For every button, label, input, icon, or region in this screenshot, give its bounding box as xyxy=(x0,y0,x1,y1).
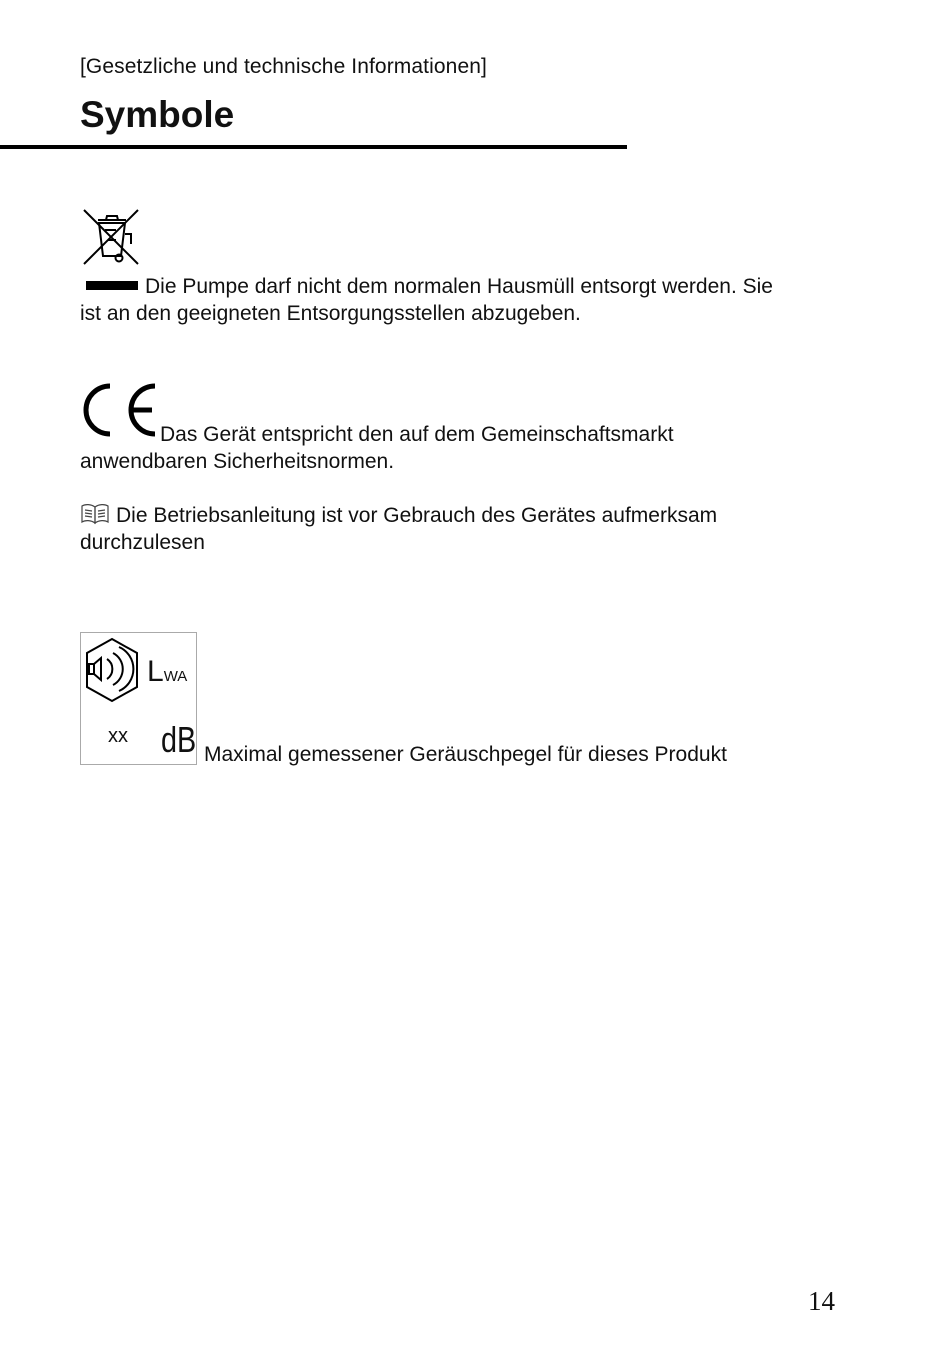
weee-text-line2: ist an den geeigneten Entsorgungsstellen abzugeben. xyxy=(80,302,581,325)
ce-text-line2: anwendbaren Sicherheitsnormen. xyxy=(80,450,395,473)
weee-crossed-bin-icon xyxy=(80,206,142,268)
manual-text-line2: durchzulesen xyxy=(80,531,205,554)
noise-text: Maximal gemessener Geräuschpegel für dieses Produkt xyxy=(204,743,727,766)
title-underline xyxy=(0,145,627,149)
book-icon xyxy=(80,503,110,525)
breadcrumb: [Gesetzliche und technische Informationen] xyxy=(80,55,487,78)
manual-paragraph xyxy=(80,502,717,556)
manual-text-line1: Die Betriebsanleitung ist vor Gebrauch des Gerätes aufmerksam xyxy=(116,504,718,527)
page-number: 14 xyxy=(808,1286,835,1316)
weee-bar-icon xyxy=(86,281,138,290)
noise-value: xx xyxy=(108,725,128,747)
page-title: Symbole xyxy=(80,94,235,135)
ce-text-line1: Das Gerät entspricht den auf dem Gemeinschaftsmarkt xyxy=(160,423,674,446)
lwa-label: LWA xyxy=(147,655,188,688)
speaker-hexagon-icon xyxy=(83,637,141,703)
noise-unit: dB xyxy=(161,719,197,760)
ce-paragraph xyxy=(80,421,674,475)
noise-level-icon xyxy=(80,632,197,765)
weee-paragraph xyxy=(80,273,773,327)
weee-text-line1: Die Pumpe darf nicht dem normalen Hausmüll entsorgt werden. Sie xyxy=(145,275,773,298)
